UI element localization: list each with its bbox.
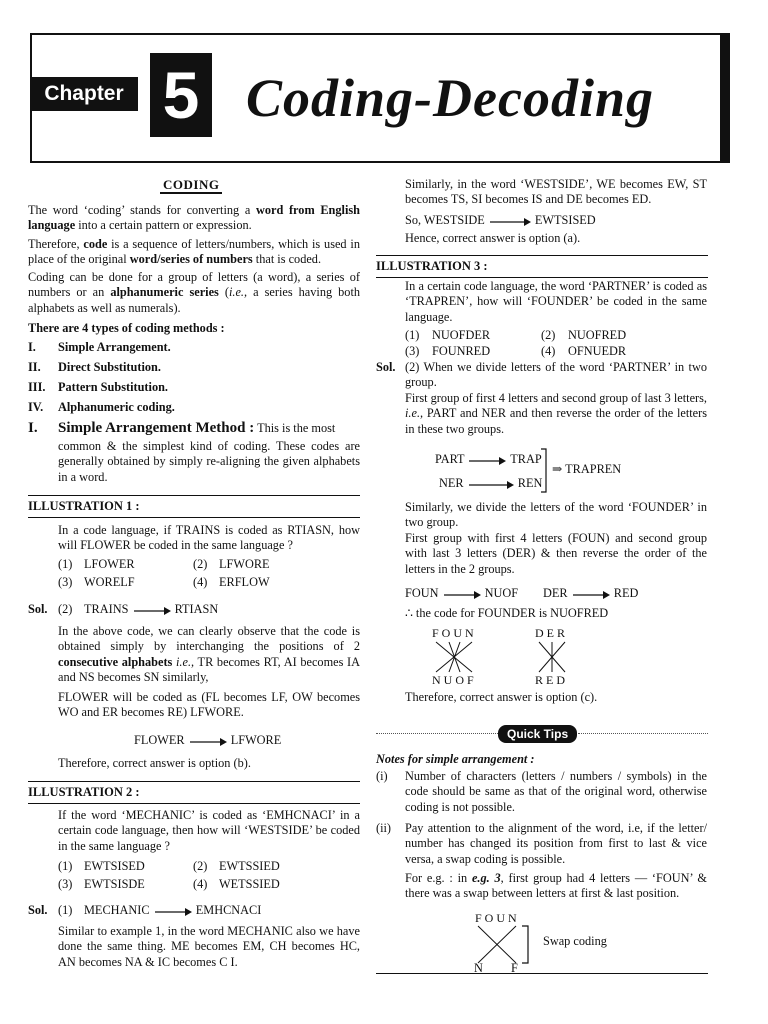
option-num: (2) <box>541 328 556 342</box>
ill1-question: In a code language, if TRAINS is coded as RTIASN, how will FLOWER be coded in the same language ? <box>58 523 360 553</box>
option-num: (3) <box>405 344 420 358</box>
ill3-answer: Therefore, correct answer is option (c). <box>405 690 598 704</box>
swap-coding-label: Swap coding <box>543 934 607 948</box>
option-num: (4) <box>541 344 556 358</box>
divider <box>376 973 708 974</box>
solution-option: (2) <box>58 602 73 616</box>
coding-paragraph-3: Coding can be done for a group of letters (a word), a series of numbers or an alphanumeric series (i.e., a series having both alphabets as well as numerals). <box>28 270 361 315</box>
swap-f-label: F <box>511 961 518 975</box>
foun-mapping: FOUN NUOF <box>405 586 519 600</box>
notes-heading: Notes for simple arrangement : <box>376 752 535 766</box>
divider <box>376 277 708 278</box>
option-num: (2) <box>193 557 208 571</box>
solution-option: (1) <box>58 903 73 917</box>
option-num: (1) <box>58 557 73 571</box>
diagram-der-label: DER <box>535 626 568 640</box>
diagram-nuof-label: NUOF <box>432 673 477 687</box>
type-num: II. <box>28 360 41 374</box>
option-text: OFNUEDR <box>568 344 627 358</box>
dotted-divider <box>376 733 498 734</box>
option-text: LFOWER <box>84 557 135 571</box>
ill1-explanation-1: In the above code, we can clearly observe that the code is obtained simply by interchanging the positions of 2 consecutive alphabets i.e., TR becomes RT, AI becomes IA and NS becomes SN similarly, <box>58 624 361 685</box>
ill3-explanation-1: First group of first 4 letters and second group of last 3 letters, i.e., PART and NER and then reverse the order of the letters in these two groups. <box>405 391 707 436</box>
option-num: (3) <box>58 575 73 589</box>
solution-mapping: MECHANIC EMHCNACI <box>84 903 262 917</box>
type-label: Pattern Substitution. <box>58 380 168 394</box>
option-num: (2) <box>193 859 208 873</box>
ill2-question: If the word ‘MECHANIC’ is coded as ‘EMHCNACI’ in a certain code language, then how will ‘WESTSIDE’ be coded in the same language ? <box>58 808 360 853</box>
option-text: EWTSSIED <box>219 859 280 873</box>
tip-2: Pay attention to the alignment of the word, i.e, if the letter/ number has changed its position from first to last & vice versa, a swap coding is possible. <box>405 821 707 866</box>
diagram-red-label: RED <box>535 673 568 687</box>
divider <box>28 517 360 518</box>
arrow-icon <box>132 605 172 615</box>
option-num: (4) <box>193 575 208 589</box>
swap-n-label: N <box>474 961 483 975</box>
ill3-solution-text: (2) When we divide letters of the word ‘PARTNER’ in two group. <box>405 360 707 390</box>
arrow-icon <box>467 455 507 465</box>
method-description: common & the simplest kind of coding. These codes are generally obtained by simply re-aligning the given alphabets in a word. <box>58 439 360 484</box>
type-label: Alphanumeric coding. <box>58 400 175 414</box>
cross-lines-diagram <box>535 641 575 673</box>
coding-paragraph-1: The word ‘coding’ stands for converting a word from English language into a certain pattern or expression. <box>28 203 361 233</box>
divider <box>28 803 360 804</box>
ill2-so-mapping: So, WESTSIDE EWTSISED <box>405 213 596 227</box>
type-label: Direct Substitution. <box>58 360 161 374</box>
divider <box>376 255 708 256</box>
chapter-label: Chapter <box>30 77 138 111</box>
option-text: WETSSIED <box>219 877 280 891</box>
divider <box>28 495 360 496</box>
ill3-therefore-code: ∴ the code for FOUNDER is NUOFRED <box>405 606 609 620</box>
part-mapping: PART TRAP <box>435 452 542 466</box>
arrow-icon <box>488 216 532 226</box>
type-label: Simple Arrangement. <box>58 340 171 354</box>
tip-1: Number of characters (letters / numbers / symbols) in the code should be same as that of the original word, otherwise coding is not possible. <box>405 769 707 814</box>
ill1-mapping: FLOWER LFWORE <box>134 733 282 747</box>
option-text: EWTSISDE <box>84 877 145 891</box>
tip-num: (i) <box>376 769 388 783</box>
divider <box>28 781 360 782</box>
solution-label: Sol. <box>376 360 396 374</box>
ill1-explanation-2: FLOWER will be coded as (FL becomes LF, OW becomes WO and ER becomes RE) LFWORE. <box>58 690 360 720</box>
illustration-2-heading: ILLUSTRATION 2 : <box>28 785 140 799</box>
solution-mapping: TRAINS RTIASN <box>84 602 219 616</box>
option-text: FOUNRED <box>432 344 491 358</box>
chapter-number: 5 <box>150 53 212 137</box>
option-num: (4) <box>193 877 208 891</box>
cross-lines-diagram <box>432 641 486 673</box>
coding-paragraph-2: Therefore, code is a sequence of letters/numbers, which is used in place of the original word/series of numbers that is coded. <box>28 237 360 267</box>
diagram-foun-label: FOUN <box>432 626 477 640</box>
solution-label: Sol. <box>28 903 48 917</box>
chapter-title: Coding-Decoding <box>246 68 655 128</box>
arrow-icon <box>571 589 611 599</box>
arrow-icon <box>153 906 193 916</box>
illustration-3-heading: ILLUSTRATION 3 : <box>376 259 488 273</box>
option-text: WORELF <box>84 575 135 589</box>
swap-cross-diagram <box>474 925 534 965</box>
bracket-icon <box>540 448 550 494</box>
type-num: IV. <box>28 400 44 414</box>
ill2-explanation-1: Similar to example 1, in the word MECHANIC also we have done the same thing. ME becomes EM, CH becomes HC, AN becomes NA & IC becomes C I. <box>58 924 360 969</box>
ill3-explanation-3: First group with first 4 letters (FOUN) and second group with last 3 letters (DER) & then reverse the order of the letters in the 2 groups. <box>405 531 707 576</box>
solution-label: Sol. <box>28 602 48 616</box>
arrow-icon <box>442 589 482 599</box>
ill3-explanation-2: Similarly, we divide the letters of the word ‘FOUNDER’ in two group. <box>405 500 707 530</box>
types-heading: There are 4 types of coding methods : <box>28 321 225 335</box>
illustration-1-heading: ILLUSTRATION 1 : <box>28 499 140 513</box>
dotted-divider <box>578 733 708 734</box>
tip-num: (ii) <box>376 821 392 835</box>
trapren-result: ⇒ TRAPREN <box>552 462 622 476</box>
type-num: III. <box>28 380 46 394</box>
ill1-answer: Therefore, correct answer is option (b). <box>58 756 251 770</box>
option-text: NUOFRED <box>568 328 627 342</box>
option-text: NUOFDER <box>432 328 491 342</box>
method-title-line: Simple Arrangement Method : This is the most <box>58 420 336 436</box>
option-num: (1) <box>405 328 420 342</box>
option-num: (1) <box>58 859 73 873</box>
swap-foun-label: FOUN <box>475 911 520 925</box>
option-text: ERFLOW <box>219 575 270 589</box>
option-text: LFWORE <box>219 557 270 571</box>
ill3-question: In a certain code language, the word ‘PARTNER’ is coded as ‘TRAPREN’, how will ‘FOUNDER’ be coded in the same language. <box>405 279 707 324</box>
ill2-explanation-2: Similarly, in the word ‘WESTSIDE’, WE becomes EW, ST becomes TS, SI becomes IS and DE becomes ED. <box>405 177 707 207</box>
coding-heading: CODING <box>160 176 222 194</box>
tip-example: For e.g. : in e.g. 3, first group had 4 letters — ‘FOUN’ & there was a swap between letters at first & last position. <box>405 871 707 901</box>
method-num: I. <box>28 420 38 436</box>
option-text: EWTSISED <box>84 859 145 873</box>
arrow-icon <box>467 479 515 489</box>
ner-mapping: NER REN <box>439 476 543 490</box>
der-mapping: DER RED <box>543 586 639 600</box>
option-num: (3) <box>58 877 73 891</box>
quick-tips-badge: Quick Tips <box>498 725 577 743</box>
arrow-icon <box>188 736 228 746</box>
ill2-answer: Hence, correct answer is option (a). <box>405 231 581 245</box>
type-num: I. <box>28 340 36 354</box>
